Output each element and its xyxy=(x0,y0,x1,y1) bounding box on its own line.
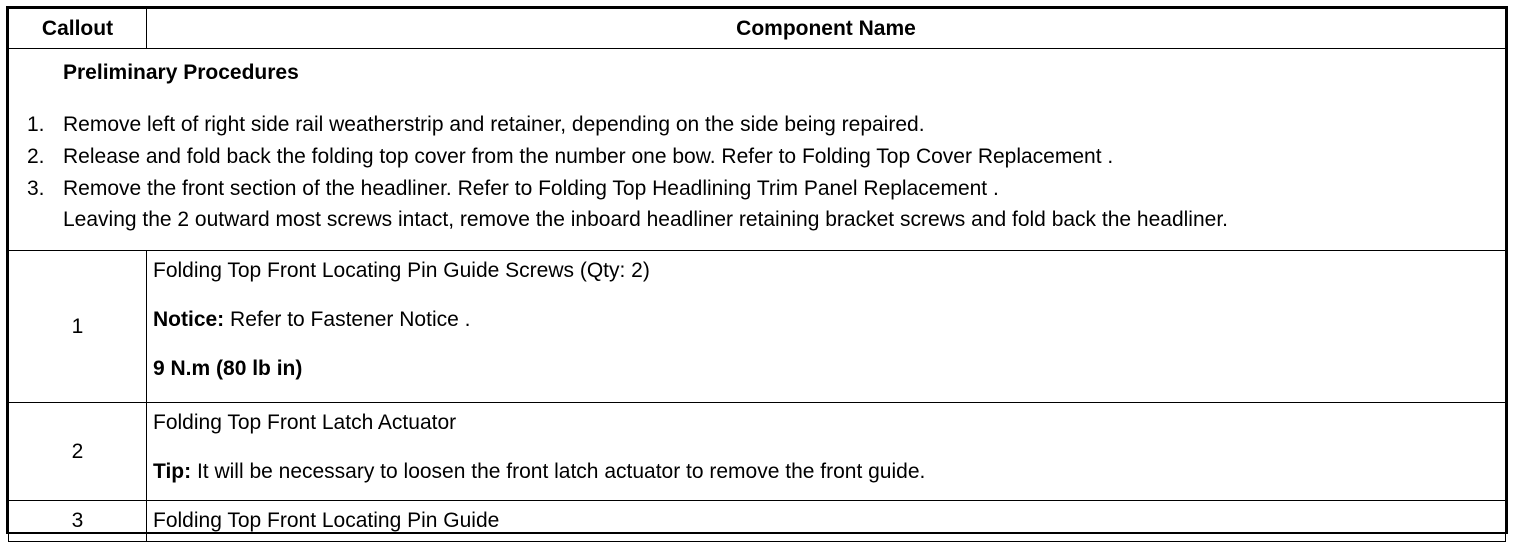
step-number: 2. xyxy=(27,145,45,168)
table-header-row xyxy=(9,9,1506,49)
preliminary-steps xyxy=(9,109,1505,205)
table-row xyxy=(9,403,1506,501)
callout-header: Callout xyxy=(9,9,147,49)
preliminary-row xyxy=(9,49,1506,251)
callout-cell: 3 xyxy=(9,501,147,542)
component-name: Folding Top Front Locating Pin Guide Screws (Qty: 2) xyxy=(153,259,650,282)
callout-cell: 2 xyxy=(9,403,147,501)
list-item xyxy=(9,173,1505,205)
component-cell xyxy=(147,403,1506,501)
step-number: 1. xyxy=(27,113,45,136)
step-continuation xyxy=(9,205,1505,235)
callout-cell: 1 xyxy=(9,251,147,403)
preliminary-title: Preliminary Procedures xyxy=(63,61,299,84)
tip-label: Tip: xyxy=(153,460,192,483)
component-cell xyxy=(147,251,1506,403)
tip-text: It will be necessary to loosen the front latch actuator to remove the front guide. xyxy=(191,460,926,483)
continuation-text: Leaving the 2 outward most screws intact, remove the inboard headliner retaining bracket screws and fold back the headliner. xyxy=(63,208,1228,231)
step-text: Release and fold back the folding top cover from the number one bow. Refer to Folding Top Cover Replacement . xyxy=(63,145,1114,168)
notice-label: Notice: xyxy=(153,308,225,331)
procedure-table xyxy=(6,6,1508,534)
table-row xyxy=(9,251,1506,403)
table-row xyxy=(9,501,1506,542)
component-name-header: Component Name xyxy=(147,9,1506,49)
preliminary-procedures xyxy=(9,49,1506,251)
list-item xyxy=(9,141,1505,173)
list-item xyxy=(9,109,1505,141)
notice-text: Refer to Fastener Notice . xyxy=(224,308,471,331)
step-text: Remove left of right side rail weatherstrip and retainer, depending on the side being repaired. xyxy=(63,113,925,136)
tip-line xyxy=(153,460,1499,484)
notice-line xyxy=(153,308,1499,332)
component-cell xyxy=(147,501,1506,542)
component-name: Folding Top Front Latch Actuator xyxy=(153,411,457,434)
component-name: Folding Top Front Locating Pin Guide xyxy=(153,509,500,532)
components-table xyxy=(8,8,1506,542)
step-number: 3. xyxy=(27,177,45,200)
torque-spec: 9 N.m (80 lb in) xyxy=(153,357,303,380)
step-text: Remove the front section of the headliner. Refer to Folding Top Headlining Trim Panel Replacement . xyxy=(63,177,999,200)
